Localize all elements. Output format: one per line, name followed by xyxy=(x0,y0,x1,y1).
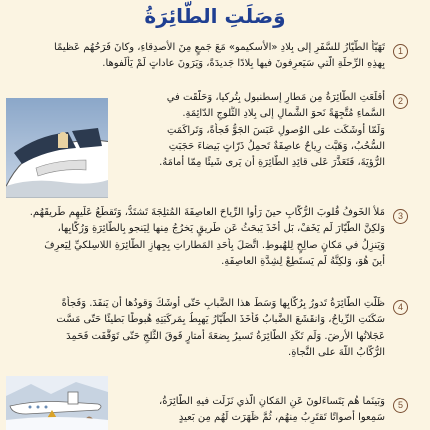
section-number: 5 xyxy=(393,398,408,413)
text-line: عَجَلاتُها الأرضَ. وَلَم تَكَدِ الطّائِرَةُ تَسيرُ بِضعَةَ أمتارٍ فَوقَ الثَّلجِ حَتّى تَوَقَّفَت فَحَمِدَ xyxy=(66,330,385,342)
section-number: 3 xyxy=(393,209,408,224)
text-line: وَيَنزِلُ في مَكانٍ صالِحٍ لِلهُبوطِ. اتَّصَلَ بِأحَدِ المَطاراتِ بِجِهازِ الطّائِرَةِ اللاسِلكيِّ لِيَعرِفَ xyxy=(44,239,385,251)
text-line: الرُّكّابُ اللّهَ على النَّجاةِ. xyxy=(288,346,385,358)
text-line: سَمِعوا أصواتًا تَقتَرِبُ مِنهُم، ثُمَّ ظَهَرَت لَهُم مِن بَعيدٍ xyxy=(178,412,385,424)
page-title: وَصَلَتِ الطّائِرَةُ xyxy=(144,4,286,28)
text-line: وَلكِنَّ الطَّيّارَ لَم يَخَفْ، بَل أخَذَ يَبحَثُ عَن طَريقٍ يَخرُجُ مِنها لِيَنجو بِالطّائِرَةِ وَرُكّابِها، xyxy=(57,223,385,235)
text-line: السَّماءِ مُتَّجِهَةً نَحوَ الشَّمالِ إلى بِلادِ الثُّلوجِ الدّائِمَةِ. xyxy=(182,108,385,120)
section-number: 2 xyxy=(393,94,408,109)
text-line: أقلَعَتِ الطّائِرَةُ مِن مَطارِ إسطنبول بِتُركيا، وَحَلَّقَت في xyxy=(166,92,385,103)
paragraph xyxy=(10,296,385,361)
paragraph xyxy=(10,205,385,270)
paragraph xyxy=(10,40,385,73)
text-line: السُّحُبُ، وَهَبَّت رِياحٌ عاصِفَةٌ تَحمِلُ ذَرّاتٍ بَيضاءَ حَجَبَتِ xyxy=(168,140,385,152)
text-line: أينَ هُوَ، وَلكِنَّهُ لَم يَستَطِعْ لِشِدَّةِ العاصِفَةِ. xyxy=(221,255,385,267)
text-line: مَلأَ الخَوفُ قُلوبَ الرُّكّابِ حينَ رَأَوا الرِّياحَ العاصِفَةَ المُثلِجَةَ تَشتَدُّ، وَتَقطَعُ عَلَيهِم طَريقَهُم. xyxy=(29,207,385,218)
section-number: 1 xyxy=(393,44,408,59)
paragraph xyxy=(113,394,385,427)
paragraph xyxy=(113,90,385,171)
airplane-in-snow-illustration xyxy=(6,376,108,430)
airplane-cockpit-illustration xyxy=(6,98,108,198)
text-line: وَلَمّا أوشَكَت على الوُصولِ عَبَسَ الجَوُّ فَجأةً، وَتَراكَمَتِ xyxy=(166,124,385,136)
text-line: الرُّؤيَةَ، فَتَعَذَّرَ عَلى قائِدِ الطّائِرَةِ أن يَرى شَيئًا مِمّا أمامَهُ. xyxy=(159,157,385,169)
text-line: بِهذِهِ الرِّحلَةِ الّتي سَيَعرِفونَ فيها بِلادًا جَديدَةً، وَيَرَونَ عاداتٍ لَمْ يَألَفوها. xyxy=(102,58,385,70)
text-line: تَهَيّأَ الطَّيّارُ للسَّفَرِ إلى بِلادِ «الأسكيمو» مَعَ جَمعٍ مِنَ الأصدِقاءِ، وكانَ فَرَحُهُم عَظيمًا xyxy=(54,42,385,53)
text-line: سَكَنَتِ الرِّياحُ، وَانقَشَعَ الضَّبابُ فَأخَذَ الطَّيّارُ يَهبِطُ بِمَركَبَتِهِ هُبوطًا بَطيئًا حَتّى مَسَّت xyxy=(56,314,385,326)
text-line: ظَلَّتِ الطّائِرَةُ تَدورُ بِرُكّابِها وَسَطَ هذا الضَّبابِ حَتّى أوشَكَ وَقودُها أن يَنفَدَ. وَفَجأةً xyxy=(61,298,385,309)
section-number: 4 xyxy=(393,300,408,315)
text-line: وَبَينَما هُم يَتَساءَلونَ عَنِ المَكانِ الّذي نَزَلَت فيهِ الطّائِرَةُ، xyxy=(158,396,385,407)
